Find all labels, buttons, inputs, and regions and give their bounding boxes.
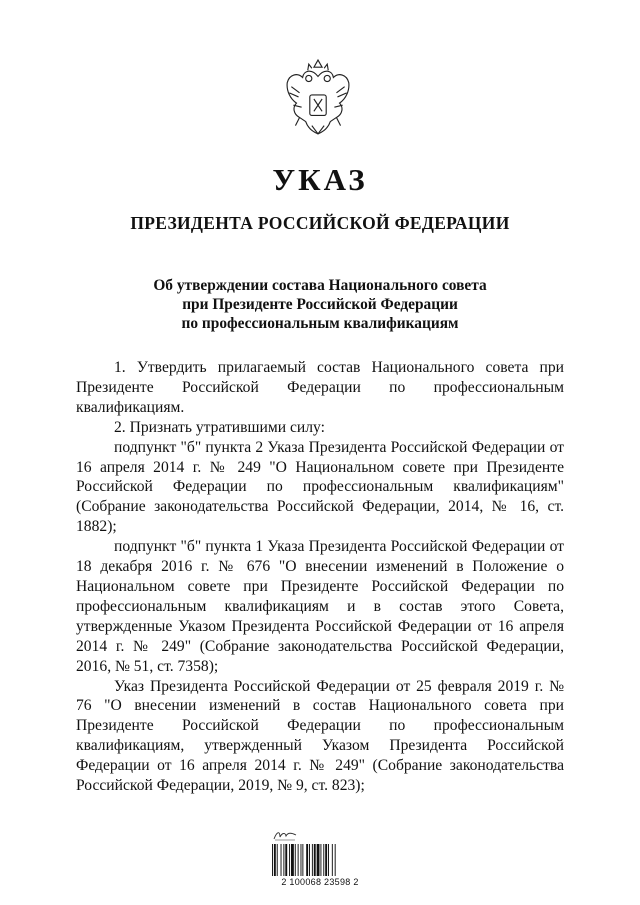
barcode-bar (283, 844, 284, 876)
body-paragraph: подпункт "б" пункта 1 Указа Президента Российской Федерации от 18 декабря 2016 г. № 676 "О внесении изменений в Положение о Национальном совете при Президенте Российской Федерации по профессиональным квалификациям и в состав этого Совета, утвержденные Указом Президента Российской Федерации от 16 апреля 2014 г. № 249" (Собрание законодательства Российской Федерации, 2016, № 51, ст. 7358); (76, 538, 564, 675)
barcode-number: 2 100068 23598 2 (281, 877, 359, 887)
decree-body (76, 358, 564, 796)
heading-line: по профессиональным квалификациям (181, 315, 459, 332)
body-paragraph: 2. Признать утратившими силу: (114, 418, 325, 436)
barcode-bar (301, 844, 302, 876)
barcode-bar (272, 844, 273, 876)
barcode-bar (291, 844, 294, 876)
barcode-bar (328, 844, 329, 876)
barcode (270, 844, 370, 876)
body-paragraph: Указ Президента Российской Федерации от 25 февраля 2019 г. № 76 "О внесении изменений в состав Национального совета при Президенте Российской Федерации по профессиональным квалификациям, утвержденный Указом Президента Российской Федерации от 16 апреля 2014 г. № 249" (Собрание законодательства Российской Федерации, 2019, № 9, ст. 823); (76, 677, 564, 795)
barcode-bar (314, 844, 316, 876)
barcode-bar (281, 844, 282, 876)
barcode-bar (320, 844, 321, 876)
body-paragraph: подпункт "б" пункта 2 Указа Президента Российской Федерации от 16 апреля 2014 г. № 249 "О Национальном совете при Президенте Российской Федерации по профессиональным квалификациям" (Собрание законодательства Российской Федерации, 2014, № 16, ст. 1882); (76, 438, 564, 536)
barcode-bar (309, 844, 310, 876)
body-paragraph: 1. Утвердить прилагаемый состав Национального совета при Президенте Российской Федерации по профессиональным квалификациям. (76, 359, 564, 416)
signature-mark (272, 828, 298, 842)
issuer-title: ПРЕЗИДЕНТА РОССИЙСКОЙ ФЕДЕРАЦИИ (130, 213, 510, 233)
barcode-bar (285, 844, 287, 876)
barcode-bar (325, 844, 327, 876)
heading-line: Об утверждении состава Национального совета (153, 277, 487, 294)
barcode-bar (323, 844, 324, 876)
decree-heading (0, 276, 640, 333)
barcode-bar (335, 844, 336, 876)
barcode-bar (302, 844, 303, 876)
barcode-bar (298, 844, 299, 876)
barcode-bar (317, 844, 320, 876)
barcode-bar (332, 844, 333, 876)
barcode-bar (277, 844, 278, 876)
coat-of-arms-icon (277, 58, 359, 140)
document-type-title: УКАЗ (272, 162, 368, 197)
heading-line: при Президенте Российской Федерации (182, 296, 458, 313)
barcode-bar (295, 844, 296, 876)
barcode-bar (274, 844, 276, 876)
barcode-bar (289, 844, 290, 876)
barcode-bar (312, 844, 313, 876)
barcode-bar (306, 844, 308, 876)
